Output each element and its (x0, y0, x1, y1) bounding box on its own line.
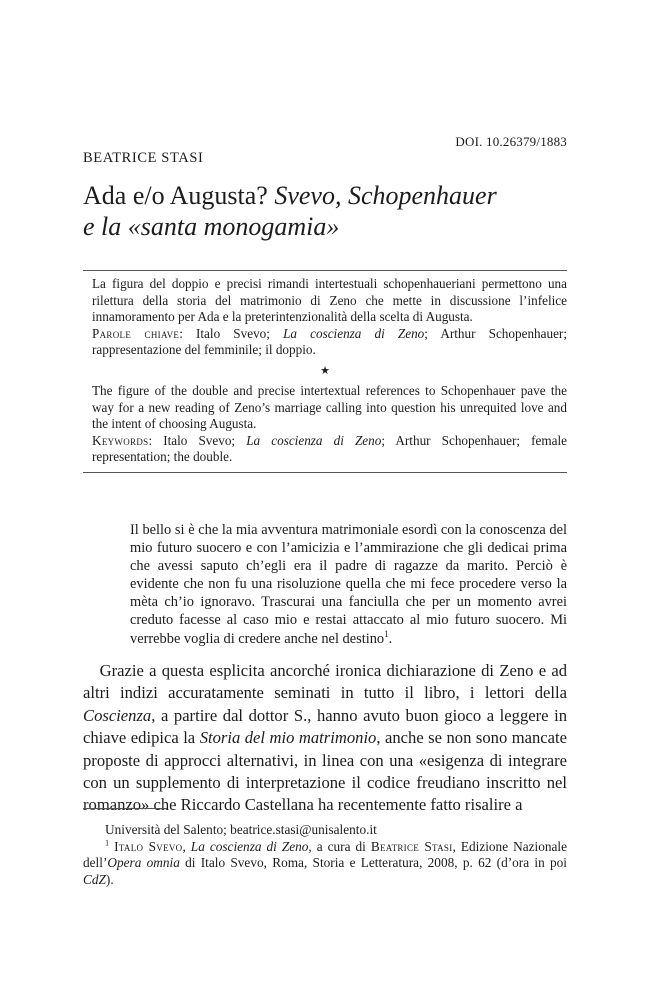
footnote-ref-1[interactable]: 1 (384, 628, 389, 639)
star-separator: ★ (320, 364, 330, 377)
keywords-english-italic: La coscienza di Zeno (246, 432, 382, 448)
title-main: Ada e/o Augusta? (83, 181, 268, 210)
keywords-english-b: ; Arthur Schopenhauer; female representation; the double. (92, 432, 567, 465)
keywords-label-english: Keywords (92, 432, 149, 448)
footnote-1-a: , a cura di (308, 838, 366, 854)
footnote-1-number: 1 (105, 838, 110, 848)
keywords-english: Keywords: Italo Svevo; La coscienza di Zeno; Arthur Schopenhauer; female representation; the double. (92, 432, 567, 465)
footnote-1-b: , Edizione Nazionale dell’ (83, 838, 567, 871)
body-italic-2: Storia del mio matrimonio (199, 728, 377, 748)
body-text-a: Grazie a questa esplicita ancorché ironica dichiarazione di Zeno e ad altri indizi accuratamente seminati in tutto il libro, i lettori della (83, 661, 567, 703)
block-quote: Il bello si è che la mia avventura matrimoniale esordì con la conoscenza del mio futuro suocero e con l’amicizia e l’ammirazione che gli dedicai prima che avessi saputo ch’egli era il padre di ragazze da marito. Perciò è evidente che non fu una risoluzione quella che mi fece procedere verso la mèta ch’io ignoravo. Trascurai una fanciulla che per un momento avrei creduto facesse al caso mio e restai attaccato al mio futuro suocero. Mi verrebbe voglia di credere anche nel destino$^1$. (130, 522, 567, 647)
footnote-1-opera: Opera omnia (107, 855, 180, 871)
keywords-italian-b: ; Arthur Schopenhauer; rappresentazione del femminile; il doppio. (92, 325, 567, 358)
footnotes (83, 822, 567, 888)
abstract-english: The figure of the double and precise intertextual references to Schopenhauer pave the way for a new reading of Zeno’s marriage calling into question his unrequited love and the intent of choosing Augusta. (92, 382, 567, 432)
abstract-italian: La figura del doppio e precisi rimandi intertestuali schopenhaueriani permettono una rilettura della storia del matrimonio di Zeno che mette in discussione l’infelice innamoramento per Ada e la preterintenzionalità della scelta di Augusta. (92, 276, 567, 325)
keywords-italian-a: Italo Svevo; (196, 325, 270, 341)
footnote-1-d: ). (105, 871, 114, 887)
footnote-1-author: Italo Svevo (114, 838, 183, 854)
footnote-1-editor: Beatrice Stasi (370, 838, 453, 854)
footnote-1-abbr: CdZ (83, 871, 106, 887)
author-name: BEATRICE STASI (83, 150, 204, 166)
keywords-label-italian: Parole chiave (92, 325, 180, 341)
footnote-1-title: La coscienza di Zeno (190, 838, 309, 854)
footnote-rule (83, 808, 167, 809)
body-text-c: , anche se non sono mancate proposte di approcci alternativi, in linea con una «esigenza di integrare con un supplemento di interpretazione il codice freudiano inscritto nel romanzo» che Riccardo Castellana ha recentemente fatto risalire a (83, 728, 568, 815)
title-italic-1: Svevo, Schopenhauer (274, 181, 497, 210)
body-italic-1: Coscienza (83, 705, 152, 725)
footnote-1-c: di Italo Svevo, Roma, Storia e Letteratura, 2008, p. 62 (d’ora in poi (179, 855, 567, 871)
title-italic-2: e la «santa monogamia» (83, 212, 340, 241)
body-text-b: , a partire dal dottor S., hanno avuto buon gioco a leggere in chiave edipica la (83, 705, 567, 748)
article-title (83, 180, 583, 242)
doi: DOI. 10.26379/1883 (455, 134, 567, 149)
keywords-italian-italic: La coscienza di Zeno (283, 325, 425, 341)
footnote-1: $^1$ Italo Svevo, La coscienza di Zeno, a cura di Beatrice Stasi, Edizione Nazionale dell’Opera omnia di Italo Svevo, Roma, Storia e Letteratura, 2008, p. 62 (d’ora in poi CdZ). (83, 838, 567, 887)
keywords-italian: Parole chiave: Italo Svevo; La coscienza di Zeno; Arthur Schopenhauer; rappresentazione del femminile; il doppio. (92, 325, 567, 358)
abstract-box (83, 270, 567, 473)
quote-text: Il bello si è che la mia avventura matrimoniale esordì con la conoscenza del mio futuro suocero e con l’amicizia e l’ammirazione che gli dedicai prima che avessi saputo ch’egli era il padre di ragazze da marito. Perciò è evidente che non fu una risoluzione quella che mi fece procedere verso la mèta ch’io ignoravo. Trascurai una fanciulla che per un momento avrei creduto facesse al caso mio e restai attaccato al mio futuro suocero. Mi verrebbe voglia di credere anche nel destino (130, 522, 567, 647)
affiliation-note: Università del Salento; beatrice.stasi@unisalento.it (105, 822, 377, 837)
keywords-english-a: Italo Svevo; (163, 432, 236, 448)
body-paragraph (83, 660, 567, 817)
